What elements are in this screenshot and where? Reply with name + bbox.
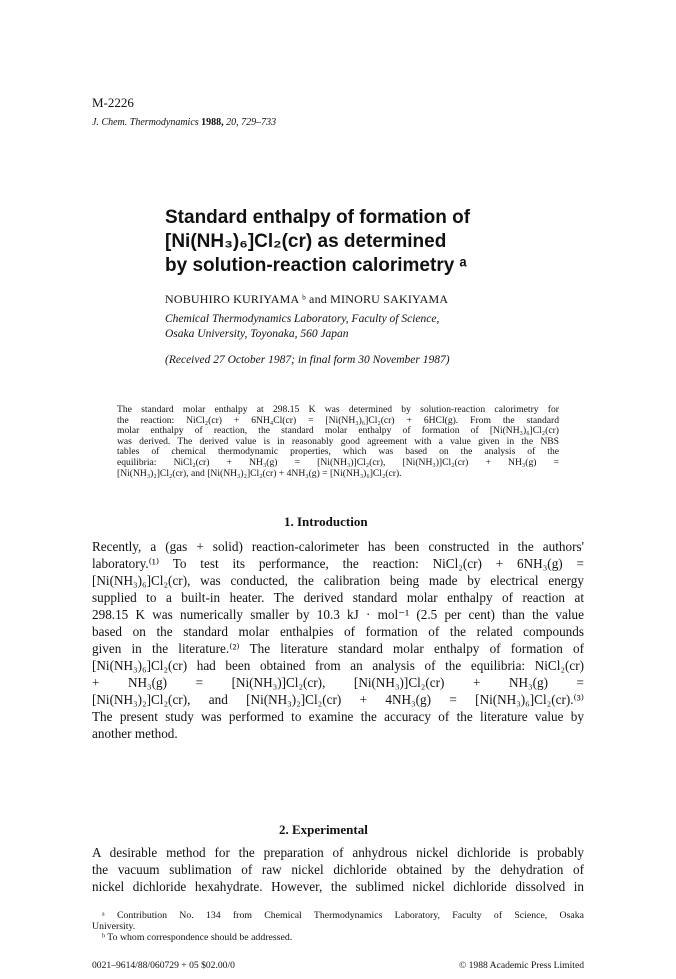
affiliation-line: Osaka University, Toyonaka, 560 Japan — [165, 328, 349, 340]
body-line: the vacuum sublimation of raw nickel dichloride obtained by the dehydration of — [92, 862, 584, 877]
journal-name: J. Chem. Thermodynamics — [92, 117, 199, 128]
abstract-line: molar enthalpy of reaction, the standard molar enthalpy of formation of [Ni(NH₃)₆]Cl₂(cr) — [117, 425, 559, 437]
body-line: Recently, a (gas + solid) reaction-calorimeter has been constructed in the authors' — [92, 539, 584, 554]
body-line: nickel dichloride hexahydrate. However, the sublimed nickel dichloride dissolved in — [92, 879, 584, 894]
body-line: another method. — [92, 726, 178, 741]
page-footer — [92, 960, 584, 971]
title-line: Standard enthalpy of formation of — [165, 207, 471, 228]
body-line: + NH₃(g) = [Ni(NH₃)]Cl₂(cr), [Ni(NH₃)]Cl₂(cr) + NH₃(g) = — [92, 675, 584, 690]
article-title — [165, 206, 565, 278]
body-line: laboratory.⁽¹⁾ To test its performance, the reaction: NiCl₂(cr) + 6NH₃(g) = — [92, 556, 584, 571]
authors: NOBUHIRO KURIYAMA ᵇ and MINORU SAKIYAMA — [165, 292, 449, 306]
body-line: supplied to a built-in heater. The derived standard molar enthalpy of reaction at — [92, 590, 584, 605]
body-line: based on the standard molar enthalpies of formation of the related compounds — [92, 624, 584, 639]
abstract-line: the reaction: NiCl₂(cr) + 6NH₄Cl(cr) = [Ni(NH₃)₆]Cl₂(cr) + 6HCl(g). From the standard — [117, 414, 559, 426]
abstract-line: tables of chemical thermodynamic properties, which was based on the analysis of the — [117, 446, 559, 458]
footnote-b: ᵇ To whom correspondence should be addressed. — [102, 932, 293, 943]
body-line: [Ni(NH₃)₆]Cl₂(cr) had been obtained from an analysis of the equilibria: NiCl₂(cr) — [92, 658, 584, 673]
received-dates: (Received 27 October 1987; in final form 30 November 1987) — [165, 354, 450, 366]
footnote-a: ᵃ Contribution No. 134 from Chemical Thermodynamics Laboratory, Faculty of Science, Osaka — [102, 910, 584, 921]
section-heading-introduction: 1. Introduction — [284, 514, 368, 529]
footnotes — [92, 910, 584, 943]
abstract-line: was derived. The derived value is in reasonably good agreement with a value given in the NBS — [117, 435, 559, 447]
body-line: A desirable method for the preparation of anhydrous nickel dichloride is probably — [92, 845, 584, 860]
title-line: by solution-reaction calorimetry ᵃ — [165, 255, 467, 276]
section-heading-experimental: 2. Experimental — [279, 822, 368, 837]
experimental-text — [92, 844, 584, 895]
journal-year: 1988, — [201, 117, 224, 128]
footer-issn: 0021–9614/88/060729 + 05 $02.00/0 — [92, 960, 235, 971]
body-line: 298.15 K was numerically smaller by 10.3 kJ · mol⁻¹ (2.5 per cent) than the value — [92, 607, 584, 622]
introduction-text — [92, 538, 584, 742]
footer-copyright: © 1988 Academic Press Limited — [458, 960, 584, 971]
title-line: [Ni(NH₃)₆]Cl₂(cr) as determined — [165, 231, 447, 252]
affiliation — [165, 312, 439, 342]
body-line: [Ni(NH₃)₂]Cl₂(cr), and [Ni(NH₃)₂]Cl₂(cr) + 4NH₃(g) = [Ni(NH₃)₆]Cl₂(cr).⁽³⁾ — [92, 692, 584, 707]
abstract-line: equilibria: NiCl₂(cr) + NH₃(g) = [Ni(NH₃)]Cl₂(cr), [Ni(NH₃)]Cl₂(cr) + NH₃(g) = — [117, 456, 559, 468]
footnote-a-continued: University. — [92, 921, 136, 932]
body-line: [Ni(NH₃)₆]Cl₂(cr), was conducted, the calibration being made by electrical energy — [92, 573, 584, 588]
journal-pages: 20, 729–733 — [226, 117, 277, 128]
journal-citation — [92, 117, 276, 128]
abstract-line: [Ni(NH₃)₂]Cl₂(cr), and [Ni(NH₃)₂]Cl₂(cr) + 4NH₃(g) = [Ni(NH₃)₆]Cl₂(cr). — [117, 467, 402, 479]
manuscript-code: M-2226 — [92, 95, 134, 110]
abstract — [117, 405, 559, 479]
abstract-line: The standard molar enthalpy at 298.15 K was determined by solution-reaction calorimetry for — [117, 404, 559, 415]
body-line: The present study was performed to examine the accuracy of the literature value by — [92, 709, 584, 724]
body-line: given in the literature.⁽²⁾ The literature standard molar enthalpy of formation of — [92, 641, 584, 656]
affiliation-line: Chemical Thermodynamics Laboratory, Faculty of Science, — [165, 313, 440, 325]
